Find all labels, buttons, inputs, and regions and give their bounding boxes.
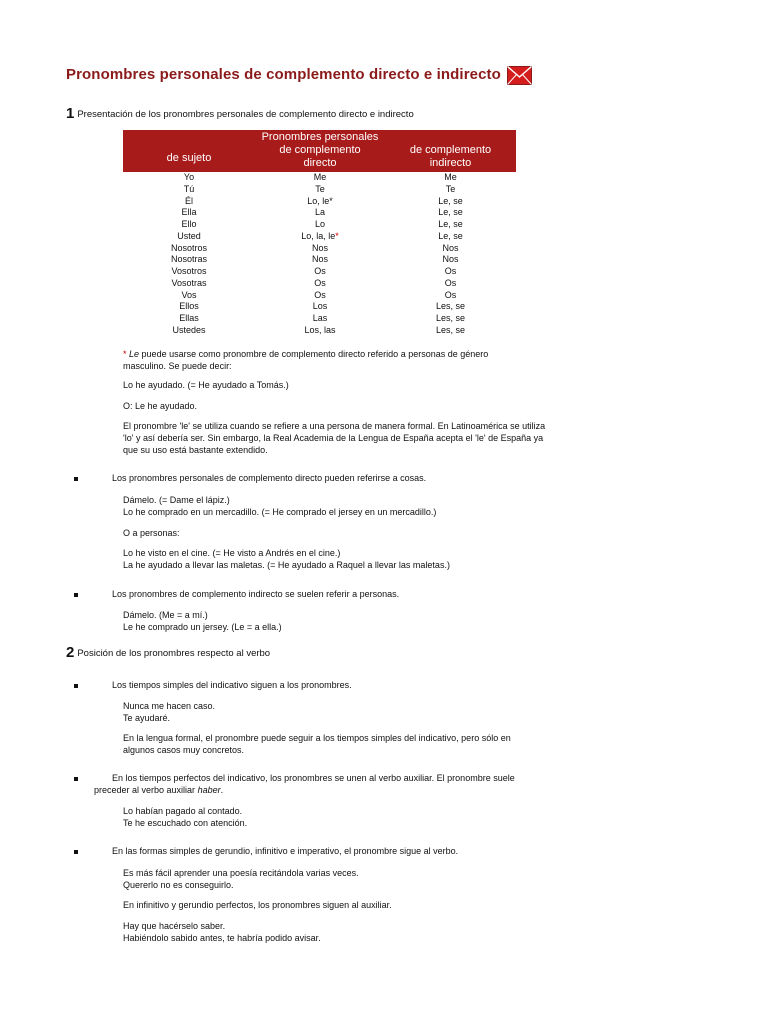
cell-sujeto: [123, 231, 255, 243]
header-group-line1: Pronombres personales: [261, 131, 379, 143]
cell-indirecto-text: Les, se: [435, 324, 466, 335]
cell-indirecto: [385, 254, 516, 266]
bullet-5-text: En las formas simples de gerundio, infinitivo e imperativo, el pronombre sigue al verbo.: [112, 846, 459, 856]
bullet-icon: [74, 477, 78, 481]
note-paragraph: [123, 348, 523, 372]
cell-indirecto: [385, 219, 516, 231]
bullet-3-example-2: Te ayudaré.: [123, 713, 171, 723]
bullet-1-or: O a personas:: [123, 528, 180, 538]
bullet-1-example-2: Lo he comprado en un mercadillo. (= He comprado el jersey en un mercadillo.): [123, 507, 437, 517]
cell-indirecto: [385, 243, 516, 255]
cell-directo: [255, 219, 385, 231]
cell-indirecto-text: Le, se: [438, 219, 463, 229]
note-example-1: Lo he ayudado. (= He ayudado a Tomás.): [123, 380, 289, 390]
cell-directo: [255, 290, 385, 302]
cell-directo-text: Nos: [311, 242, 328, 253]
col-header-directo: [255, 130, 385, 172]
bullet-5-example-3: Hay que hacérselo saber.: [123, 921, 226, 931]
cell-sujeto-text: Nosotras: [170, 254, 207, 265]
cell-indirecto: [385, 278, 516, 290]
table-row: [123, 266, 516, 278]
cell-directo: [255, 301, 385, 313]
cell-indirecto-text: Te: [445, 183, 456, 194]
bullet-2-example-2: Le he comprado un jersey. (Le = a ella.): [123, 622, 282, 632]
table-row: [123, 231, 516, 243]
cell-sujeto: [123, 172, 255, 184]
table-row: [123, 184, 516, 196]
cell-sujeto-text: Ellas: [179, 313, 199, 323]
cell-directo-text: Os: [314, 289, 326, 300]
bullet-4-text-continued: [94, 784, 223, 796]
cell-indirecto: [385, 325, 516, 337]
cell-directo: [255, 184, 385, 196]
cell-sujeto-text: Usted: [177, 230, 201, 241]
cell-sujeto-text: Ellos: [179, 301, 199, 312]
section-title: Presentación de los pronombres personales de complemento directo e indirecto: [77, 109, 414, 120]
table-row: [123, 290, 516, 302]
cell-sujeto-text: Vos: [181, 289, 197, 300]
pronouns-table: [123, 130, 516, 337]
cell-indirecto: [385, 301, 516, 313]
bullet-5-example-1: Es más fácil aprender una poesía recitándola varias veces.: [123, 868, 359, 878]
cell-directo: [255, 207, 385, 219]
cell-directo-text: Te: [315, 183, 325, 194]
cell-directo: [255, 231, 385, 243]
cell-sujeto-text: Vosotros: [171, 266, 207, 276]
cell-sujeto: [123, 278, 255, 290]
table-row: [123, 219, 516, 231]
table-row: [123, 207, 516, 219]
cell-directo-text: Los, las: [304, 324, 336, 335]
cell-directo-text: Os: [314, 277, 326, 288]
cell-directo: [255, 172, 385, 184]
table-body: [123, 172, 516, 337]
cell-indirecto: [385, 231, 516, 243]
header-indirecto-line2: indirecto: [429, 157, 472, 169]
cell-indirecto-text: Os: [444, 277, 457, 288]
table-row: [123, 243, 516, 255]
cell-sujeto-text: Ello: [181, 219, 197, 229]
cell-indirecto: [385, 196, 516, 208]
cell-directo-text: Lo, la, le: [301, 230, 336, 241]
page-title: Pronombres personales de complemento directo e indirecto: [66, 66, 501, 83]
section-number: 2: [66, 644, 75, 661]
col-header-indirecto: [385, 130, 516, 172]
cell-indirecto: [385, 207, 516, 219]
bullet-4-em: haber: [197, 785, 221, 795]
bullet-2-example-1: Dámelo. (Me = a mí.): [123, 610, 208, 620]
bullet-4-text: En los tiempos perfectos del indicativo, los pronombres se unen al verbo auxiliar. El pronombre suele: [112, 773, 515, 783]
bullet-icon: [74, 684, 78, 688]
table-row: [123, 278, 516, 290]
cell-indirecto-text: Me: [444, 172, 457, 182]
cell-directo-text: Nos: [311, 254, 328, 265]
cell-sujeto-text: Ella: [181, 207, 197, 218]
table-row: [123, 313, 516, 325]
bullet-icon: [74, 593, 78, 597]
cell-directo: [255, 313, 385, 325]
cell-indirecto-text: Les, se: [435, 313, 466, 323]
cell-sujeto: [123, 184, 255, 196]
cell-sujeto-text: Nosotros: [170, 242, 207, 253]
cell-indirecto: [385, 184, 516, 196]
note-asterisk: *: [123, 349, 127, 359]
bullet-4-example-1: Lo habían pagado al contado.: [123, 806, 243, 816]
cell-sujeto: [123, 313, 255, 325]
cell-directo-text: Os: [314, 266, 326, 276]
note-explanation: El pronombre 'le' se utiliza cuando se refiere a una persona de manera formal. En Latinoamérica se utiliza 'lo' y así debería ser. Sin embargo, la Real Academia de la Lengua de España acepta el 'le' de España ya que su uso está bastante extendido.: [123, 421, 546, 455]
cell-directo-text: Las: [312, 313, 328, 323]
cell-indirecto-text: Os: [444, 289, 457, 300]
cell-indirecto-text: Le, se: [438, 195, 463, 206]
cell-indirecto-text: Les, se: [435, 301, 466, 312]
cell-sujeto: [123, 266, 255, 278]
cell-indirecto-text: Le, se: [438, 207, 463, 218]
note-le: Le: [129, 349, 140, 359]
header-indirecto-line1: de complemento: [409, 144, 492, 156]
section-number: 1: [66, 105, 75, 122]
cell-indirecto-text: Nos: [442, 254, 459, 265]
cell-directo-text: Lo, le*: [307, 195, 333, 206]
bullet-4-end: .: [220, 785, 224, 795]
envelope-icon[interactable]: [507, 66, 532, 85]
cell-indirecto-text: Le, se: [438, 230, 463, 241]
cell-directo: [255, 243, 385, 255]
cell-directo-text: La: [314, 207, 325, 218]
bullet-4-example-2: Te he escuchado con atención.: [123, 818, 248, 828]
cell-directo: [255, 325, 385, 337]
section-2-heading: [66, 644, 270, 661]
table-row: [123, 254, 516, 266]
cell-directo: [255, 254, 385, 266]
cell-sujeto: [123, 207, 255, 219]
cell-directo: [255, 266, 385, 278]
bullet-1-example-4: La he ayudado a llevar las maletas. (= He ayudado a Raquel a llevar las maletas.): [123, 560, 450, 570]
cell-directo-text: Me: [313, 172, 327, 182]
table-row: [123, 196, 516, 208]
table-header-row: [123, 130, 516, 172]
bullet-1-text: Los pronombres personales de complemento directo pueden referirse a cosas.: [112, 473, 427, 483]
cell-sujeto-text: Vosotras: [171, 277, 207, 288]
bullet-2-text: Los pronombres de complemento indirecto se suelen referir a personas.: [112, 589, 400, 599]
cell-indirecto: [385, 266, 516, 278]
cell-sujeto: [123, 196, 255, 208]
cell-directo-text: Lo: [314, 219, 325, 229]
note-text: puede usarse como pronombre de complemento directo referido a personas de género masculino. Se puede decir:: [123, 349, 489, 371]
bullet-1-example-1: Dámelo. (= Dame el lápiz.): [123, 495, 230, 505]
cell-sujeto: [123, 254, 255, 266]
section-title: Posición de los pronombres respecto al verbo: [77, 648, 271, 659]
section-1-heading: [66, 105, 414, 122]
cell-indirecto-text: Nos: [442, 242, 459, 253]
bullet-5-example-4: Habiéndolo sabido antes, te habría podido avisar.: [123, 933, 321, 943]
table-row: [123, 172, 516, 184]
cell-sujeto: [123, 301, 255, 313]
header-group-line2: de complemento: [279, 144, 361, 156]
cell-sujeto: [123, 290, 255, 302]
cell-indirecto: [385, 172, 516, 184]
header-directo: directo: [303, 157, 337, 169]
cell-sujeto: [123, 243, 255, 255]
cell-sujeto: [123, 219, 255, 231]
cell-indirecto: [385, 290, 516, 302]
cell-directo: [255, 278, 385, 290]
note-example-2: O: Le he ayudado.: [123, 401, 198, 411]
bullet-icon: [74, 850, 78, 854]
bullet-5-paragraph: En infinitivo y gerundio perfectos, los pronombres siguen al auxiliar.: [123, 900, 392, 910]
bullet-5-example-2: Quererlo no es conseguirlo.: [123, 880, 234, 890]
table-row: [123, 301, 516, 313]
col-header-sujeto: de sujeto: [123, 130, 255, 172]
cell-sujeto-text: Yo: [183, 172, 195, 182]
cell-indirecto-text: Os: [444, 266, 457, 276]
bullet-3-paragraph: En la lengua formal, el pronombre puede seguir a los tiempos simples del indicativo, pero sólo en algunos casos muy concretos.: [123, 733, 511, 755]
bullet-3-example-1: Nunca me hacen caso.: [123, 701, 216, 711]
cell-sujeto-text: Tú: [183, 183, 195, 194]
table-row: [123, 325, 516, 337]
bullet-3-text: Los tiempos simples del indicativo siguen a los pronombres.: [112, 680, 352, 690]
bullet-1-example-3: Lo he visto en el cine. (= He visto a Andrés en el cine.): [123, 548, 341, 558]
cell-sujeto-text: Él: [184, 195, 193, 206]
cell-sujeto-text: Ustedes: [172, 324, 206, 335]
bullet-icon: [74, 777, 78, 781]
bullet-4-text-2: preceder al verbo auxiliar: [94, 785, 198, 795]
cell-directo: [255, 196, 385, 208]
cell-directo-text: Los: [312, 301, 328, 312]
asterisk-mark: *: [335, 230, 339, 241]
cell-sujeto: [123, 325, 255, 337]
cell-indirecto: [385, 313, 516, 325]
